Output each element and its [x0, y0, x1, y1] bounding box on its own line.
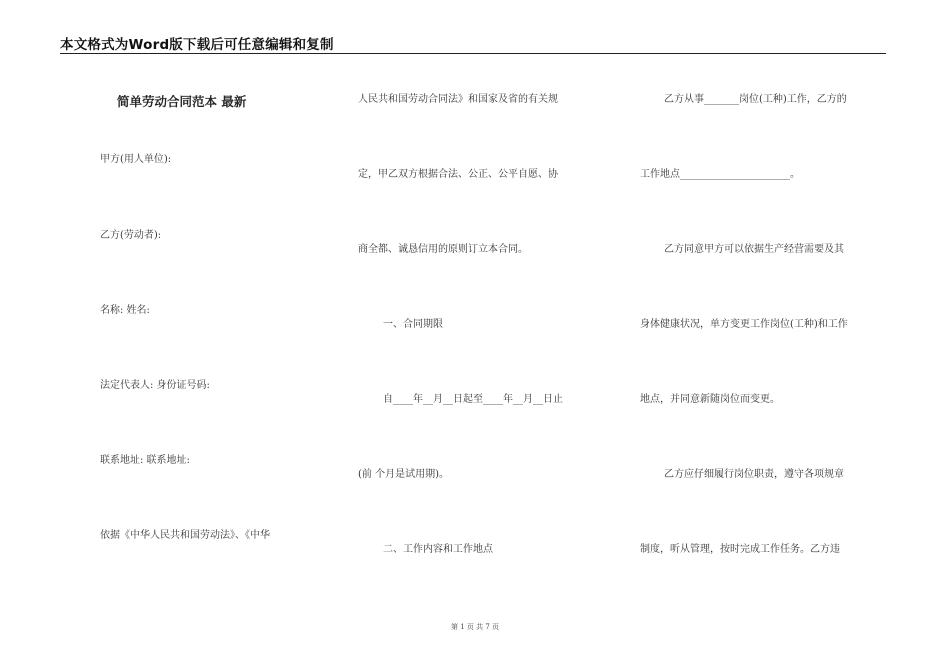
contact-address-label: 联系地址: 联系地址: [100, 455, 190, 466]
paragraph-line: 依据《中华人民共和国劳动法》、《中华 [100, 530, 270, 541]
party-a-label: 甲方(用人单位): [100, 154, 172, 165]
section-heading-work-content: 二、工作内容和工作地点 [383, 544, 493, 555]
paragraph-line: 工作地点______________________。 [640, 169, 800, 180]
paragraph-line: 身体健康状况，单方变更工作岗位(工种)和工作 [640, 319, 848, 330]
section-heading-contract-term: 一、合同期限 [383, 319, 443, 330]
document-title: 简单劳动合同范本 最新 [117, 94, 247, 109]
paragraph-line: 地点，并同意新随岗位而变更。 [640, 394, 780, 405]
page-number: 第 1 页 共 7 页 [450, 623, 500, 631]
paragraph-line: 商全都、诚恳信用的原则订立本合同。 [358, 244, 528, 255]
probation-line: (前 个月是试用期)。 [358, 469, 449, 480]
paragraph-line: 制度，听从管理，按时完成工作任务。乙方违 [640, 544, 840, 555]
paragraph-line: 定，甲乙双方根据合法、公正、公平自愿、协 [358, 169, 558, 180]
paragraph-line: 乙方应仔细履行岗位职责，遵守各项规章 [664, 469, 844, 480]
paragraph-line: 人民共和国劳动合同法》和国家及省的有关规 [358, 94, 558, 105]
document-header [60, 34, 886, 54]
paragraph-line: 乙方从事_______岗位(工种)工作，乙方的 [664, 94, 847, 105]
party-b-label: 乙方(劳动者): [100, 230, 162, 241]
paragraph-line: 乙方同意甲方可以依据生产经营需要及其 [664, 244, 844, 255]
name-label: 名称: 姓名: [100, 305, 150, 316]
contract-period-line: 自____年__月__日起至____年__月__日止 [383, 394, 563, 405]
legal-representative-label: 法定代表人: 身份证号码: [100, 380, 210, 391]
header-text: 本文格式为Word版下载后可任意编辑和复制 [60, 37, 334, 53]
